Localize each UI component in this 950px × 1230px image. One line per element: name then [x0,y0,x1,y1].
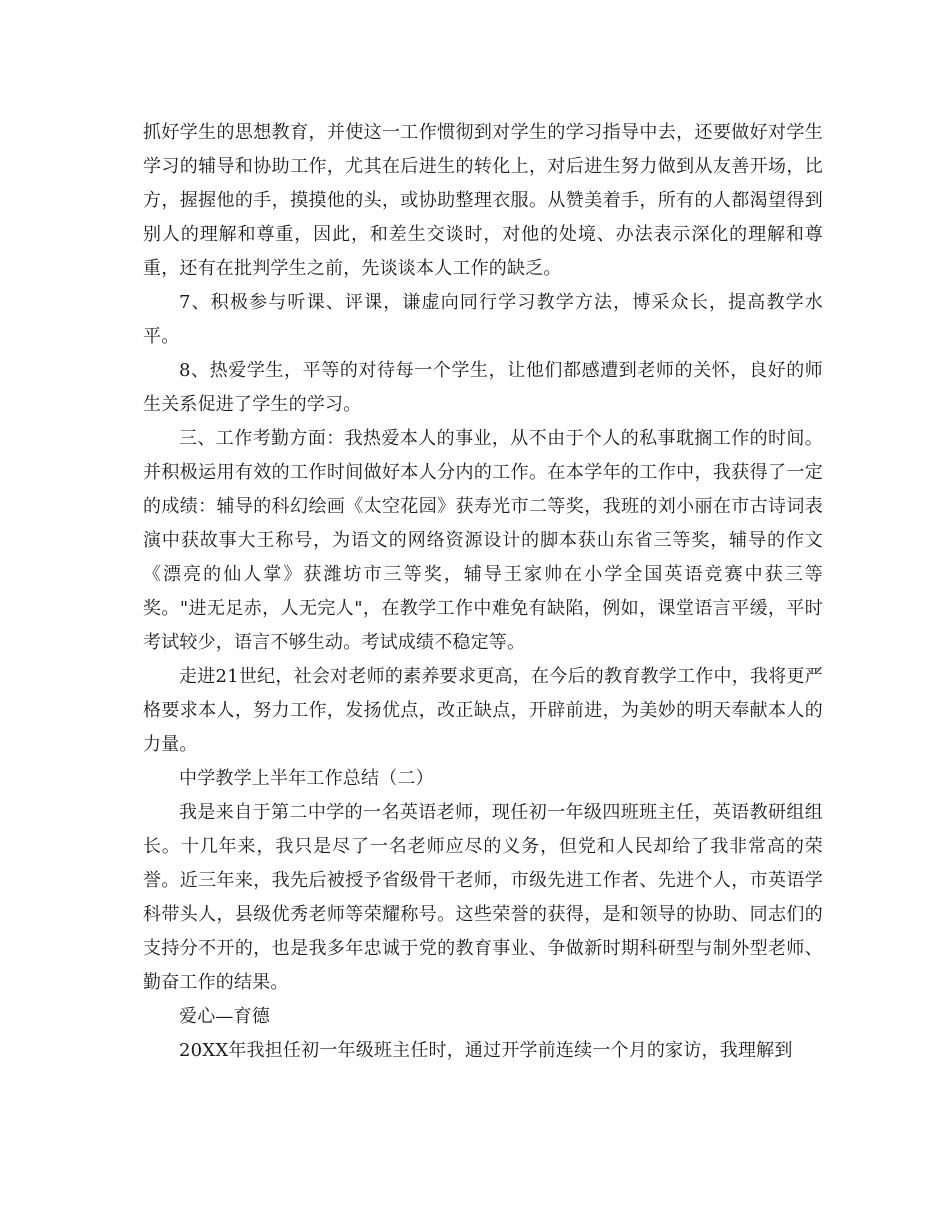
paragraph-intro-continued: 抓好学生的思想教育，并使这一工作惯彻到对学生的学习指导中去，还要做好对学生学习的辅导和协助工作，尤其在后进生的转化上，对后进生努力做到从友善开场，比方，握握他的手，摸摸他的头，或协助整理衣服。从赞美着手，所有的人都渴望得到别人的理解和尊重，因此，和差生交谈时，对他的处境、办法表示深化的理解和尊重，还有在批判学生之前，先谈谈本人工作的缺乏。 [143,122,823,279]
paragraph-last: 20XX年我担任初一年级班主任时，通过开学前连续一个月的家访，我理解到 [179,1040,793,1061]
paragraph-conclusion: 走进21世纪，社会对老师的素养要求更高，在今后的教育教学工作中，我将更严格要求本人，努力工作，发扬优点，改正缺点，开辟前进，为美妙的明天奉献本人的力量。 [143,666,823,755]
paragraph-self-intro: 我是来自于第二中学的一名英语老师，现任初一年级四班班主任，英语教研组组长。十几年来，我只是尽了一名老师应尽的义务，但党和人民却给了我非常高的荣誉。近三年来，我先后被授予省级骨干老师，市级先进工作者、先进个人，市英语学科带头人，县级优秀老师等荣耀称号。这些荣誉的获得，是和领导的协助、同志们的支持分不开的，也是我多年忠诚于党的教育事业、争做新时期科研型与制外型老师、勤奋工作的结果。 [143,802,823,993]
sub-heading: 爱心—育德 [179,1006,270,1027]
section-heading: 中学教学上半年工作总结（二） [179,768,434,789]
paragraph-item-7: 7、积极参与听课、评课，谦虚向同行学习教学方法，博采众长，提高教学水平。 [143,292,823,347]
paragraph-item-8: 8、热爱学生，平等的对待每一个学生，让他们都感遭到老师的关怀，良好的师生关系促进了学生的学习。 [143,360,823,415]
paragraph-section-3: 三、工作考勤方面：我热爱本人的事业，从不由于个人的私事耽搁工作的时间。并积极运用有效的工作时间做好本人分内的工作。在本学年的工作中，我获得了一定的成绩：辅导的科幻绘画《太空花园》获寿光市二等奖，我班的刘小丽在市古诗词表演中获故事大王称号，为语文的网络资源设计的脚本获山东省三等奖，辅导的作文《漂亮的仙人掌》获潍坊市三等奖，辅导王家帅在小学全国英语竞赛中获三等奖。"进无足赤，人无完人"，在教学工作中难免有缺陷，例如，课堂语言平缓，平时考试较少，语言不够生动。考试成绩不稳定等。 [143,428,823,653]
document-body [143,116,823,1068]
